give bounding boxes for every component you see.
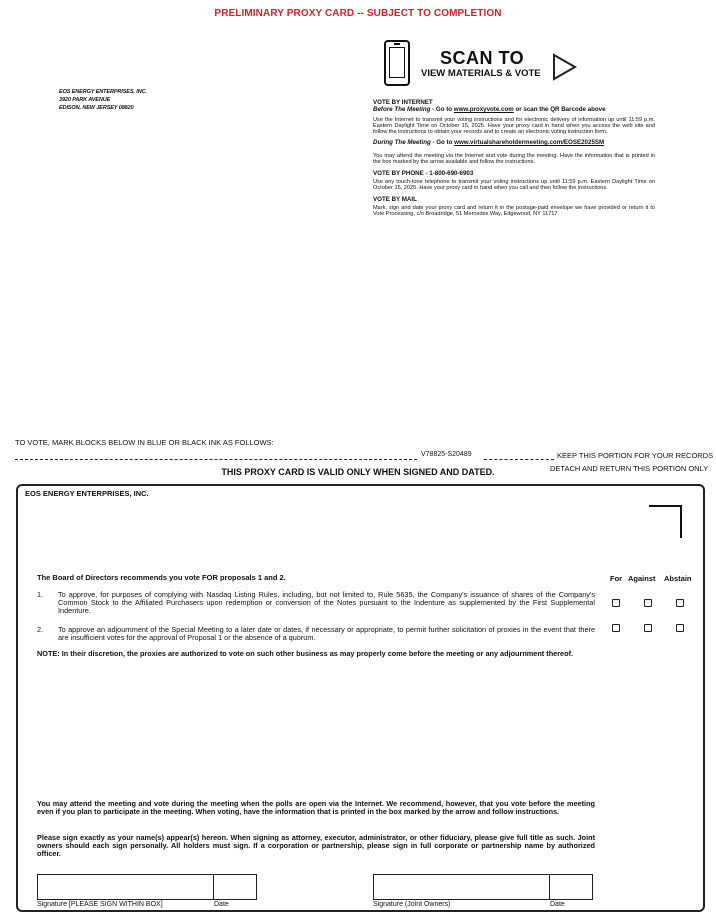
before-suffix: or scan the QR Barcode above	[513, 106, 606, 114]
date-box[interactable]	[213, 874, 257, 900]
before-meeting-line	[373, 107, 655, 113]
virtual-meeting-link[interactable]: www.virtualshareholdermeeting.com/EOSE2025SM	[454, 139, 605, 147]
voting-instructions	[373, 100, 655, 217]
detach-line-left	[15, 459, 417, 460]
joint-signature-box[interactable]	[373, 874, 550, 900]
proposal-1-for-checkbox[interactable]	[612, 599, 620, 607]
board-recommendation: The Board of Directors recommends you vote FOR proposals 1 and 2.	[37, 573, 286, 582]
before-meeting-text: Use the Internet to transmit your voting instructions and for electronic delivery of information up until 11:59 p.m. Eastern Daylight Time on October 15, 2025. Have your proxy card in hand when you access the web site and follow the instructions to obtain your records and to create an electronic voting instruction form.	[373, 116, 655, 136]
attend-text: You may attend the meeting and vote during the meeting when the polls are open via the Internet. We recommend, however, that you vote before the meeting even if you plan to participate in the meeting. When voting, have the information that is printed in the box marked by the arrow and follow instructions.	[37, 799, 595, 816]
date-label: Date	[214, 901, 229, 908]
before-prefix: - Go to	[430, 106, 454, 114]
during-meeting-text: You may attend the meeting via the Internet and vote during the meeting. Have the information that is printed in the box marked by the arrow available and follow the instructions.	[373, 152, 655, 166]
arrow-icon	[552, 53, 578, 81]
scan-title: SCAN TO	[440, 48, 525, 68]
signature-label: Signature [PLEASE SIGN WITHIN BOX]	[37, 901, 163, 908]
scan-subtitle: VIEW MATERIALS & VOTE	[421, 68, 541, 79]
col-against: Against	[628, 574, 656, 583]
address-line: EDISON, NEW JERSEY 08820	[59, 105, 134, 111]
phone-icon	[384, 40, 410, 86]
vote-phone-text: Use any touch-tone telephone to transmit your voting instructions up until 11:59 p.m. Eastern Daylight Time on October 15, 2025. Have your proxy card in hand when you call and then follow the instructions.	[373, 178, 655, 191]
vote-mail-heading: VOTE BY MAIL	[373, 196, 417, 204]
joint-date-box[interactable]	[549, 874, 593, 900]
proposal-1	[37, 591, 595, 615]
detach-portion-label: DETACH AND RETURN THIS PORTION ONLY	[550, 464, 709, 473]
keep-portion-label: KEEP THIS PORTION FOR YOUR RECORDS	[557, 451, 714, 460]
col-abstain: Abstain	[664, 574, 692, 583]
proposal-2-against-checkbox[interactable]	[644, 624, 652, 632]
corner-marker	[649, 505, 682, 538]
during-prefix: - Go to	[430, 139, 455, 147]
preliminary-header: PRELIMINARY PROXY CARD -- SUBJECT TO COMPLETION	[214, 8, 502, 19]
company-address	[59, 88, 147, 112]
proposal-text: To approve, for purposes of complying with Nasdaq Listing Rules, including, but not limited to, Rule 5635, the Company's issuance of shares of the Company's Common Stock to the Affiliated Purchasers upon redemption or conversion of the Notes pursuant to the Indenture as supplemented by the First Supplemental Indenture.	[58, 590, 595, 615]
before-meeting-label: Before The Meeting	[373, 106, 431, 114]
address-line: EOS ENERGY ENTERPRISES, INC.	[59, 89, 147, 95]
proposal-2-for-checkbox[interactable]	[612, 624, 620, 632]
address-line: 3920 PARK AVENUE	[59, 97, 111, 103]
mark-instructions: TO VOTE, MARK BLOCKS BELOW IN BLUE OR BLACK INK AS FOLLOWS:	[15, 438, 274, 447]
proposal-text: To approve an adjournment of the Special Meeting to a later date or dates, if necessary or appropriate, to permit further solicitation of proxies in the event that there are insufficient votes for the approval of Proposal 1 or the absence of a quorum.	[58, 625, 595, 642]
proposal-number: 2.	[37, 625, 44, 634]
discretion-note: NOTE: In their discretion, the proxies are authorized to vote on such other business as may properly come before the meeting or any adjournment thereof.	[37, 649, 574, 658]
during-meeting-label: During The Meeting	[373, 139, 431, 147]
sign-instructions: Please sign exactly as your name(s) appear(s) hereon. When signing as attorney, executor, administrator, or other fiduciary, please give full title as such. Joint owners should each sign personally. All holders must sign. If a corporation or partnership, please sign in full corporate or partnership name by authorized officer.	[37, 833, 595, 858]
vote-internet-heading: VOTE BY INTERNET	[373, 99, 433, 106]
valid-notice: THIS PROXY CARD IS VALID ONLY WHEN SIGNED AND DATED.	[221, 467, 495, 477]
col-for: For	[610, 574, 623, 583]
detach-line-mid	[484, 459, 554, 460]
joint-date-label: Date	[550, 901, 565, 908]
card-company-name: EOS ENERGY ENTERPRISES, INC.	[25, 489, 149, 498]
proposal-1-abstain-checkbox[interactable]	[676, 599, 684, 607]
vote-phone-heading: VOTE BY PHONE - 1-800-690-6903	[373, 170, 474, 178]
control-number: V78825-S20489	[421, 451, 472, 458]
signature-box[interactable]	[37, 874, 214, 900]
during-meeting-line	[373, 140, 655, 146]
joint-signature-label: Signature (Joint Owners)	[373, 901, 451, 908]
proposal-2-abstain-checkbox[interactable]	[676, 624, 684, 632]
proposal-1-against-checkbox[interactable]	[644, 599, 652, 607]
proposal-2	[37, 626, 595, 642]
proposal-number: 1.	[37, 590, 44, 599]
vote-mail-text: Mark, sign and date your proxy card and return it in the postage-paid envelope we have provided or return it to Vote Processing, c/o Broadridge, 51 Mercedes Way, Edgewood, NY 11717.	[373, 204, 655, 217]
proxyvote-link[interactable]: www.proxyvote.com	[453, 106, 514, 114]
